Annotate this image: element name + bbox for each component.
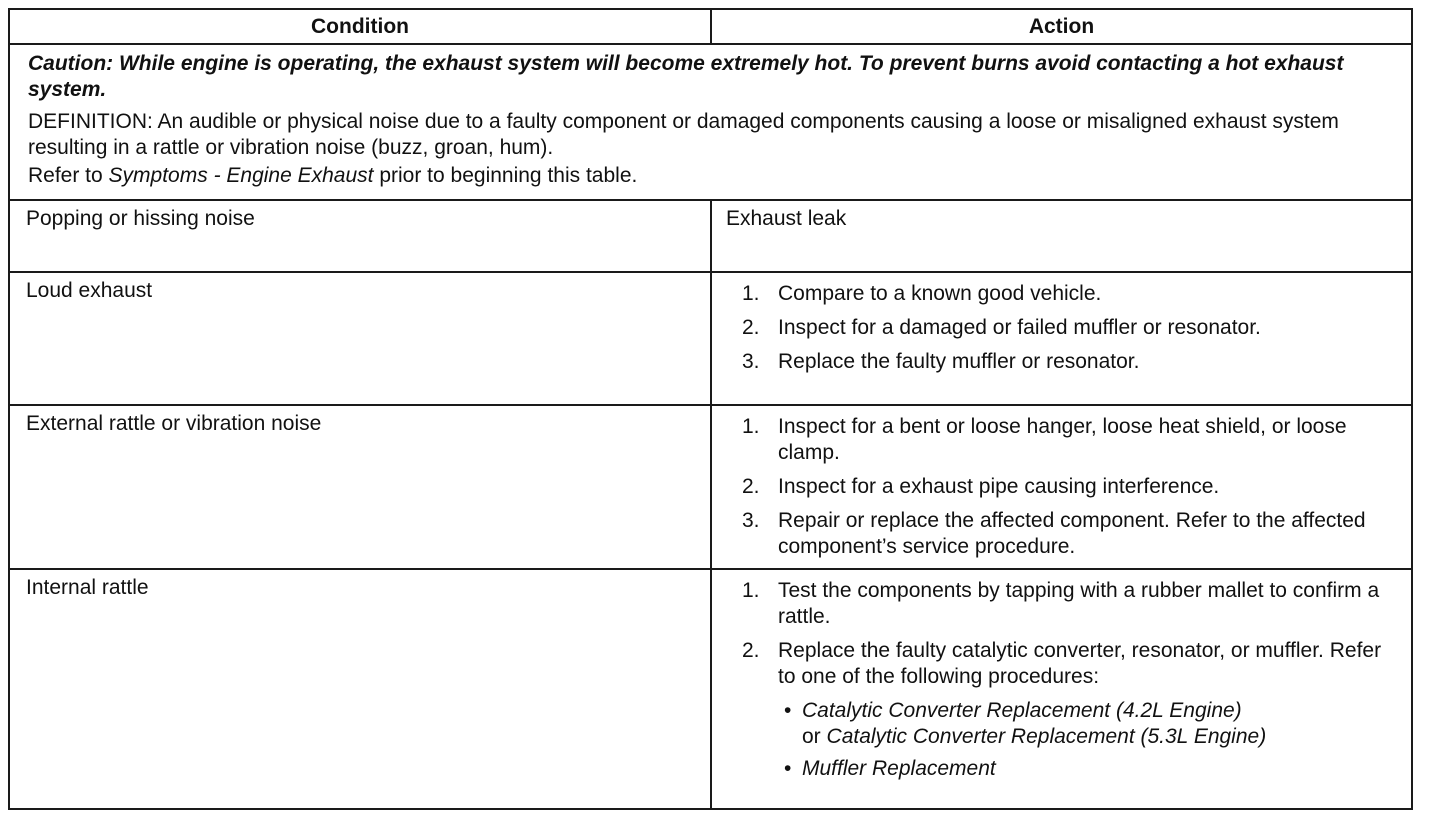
condition-text: Popping or hissing noise [26,207,255,230]
step-number: 1. [742,282,760,305]
action-cell [712,273,1411,404]
caution-note: Caution: While engine is operating, the exhaust system will become extremely hot. To prevent burns avoid contacting a hot exhaust system. [28,52,1344,101]
action-step [742,349,1389,375]
condition-text: Internal rattle [26,576,149,599]
condition-cell [10,570,712,808]
step-number: 1. [742,579,760,602]
step-number: 1. [742,415,760,438]
procedure-bullet [778,698,1389,750]
table-row [10,570,1411,808]
condition-cell [10,273,712,404]
step-text: Replace the faulty muffler or resonator. [778,350,1140,373]
step-text: Replace the faulty catalytic converter, resonator, or muffler. Refer to one of the following procedures: [778,639,1382,688]
refer-suffix: prior to beginning this table. [373,164,638,187]
action-step [742,508,1389,560]
condition-text: External rattle or vibration noise [26,412,322,435]
refer-note [28,163,1401,189]
procedure-link[interactable]: Muffler Replacement [802,757,996,780]
step-number: 3. [742,509,760,532]
procedure-link[interactable]: Catalytic Converter Replacement (4.2L Engine) [802,699,1242,722]
step-number: 2. [742,475,760,498]
action-steps [742,578,1389,788]
procedure-bullet [778,756,1389,782]
column-header-action: Action [1028,14,1095,38]
step-text: Compare to a known good vehicle. [778,282,1102,305]
action-cell [712,406,1411,568]
step-text: Repair or replace the affected component. Refer to the affected component’s service procedure. [778,509,1366,558]
bullet-dot: • [784,699,792,722]
step-number: 2. [742,639,760,662]
procedure-link[interactable]: Catalytic Converter Replacement (5.3L Engine) [826,725,1267,748]
table-row [10,273,1411,406]
step-text: Inspect for a bent or loose hanger, loose heat shield, or loose clamp. [778,415,1347,464]
bullet-text [802,698,1389,750]
table-row [10,406,1411,570]
column-header-condition: Condition [10,10,712,43]
action-step [742,281,1389,307]
diagnostic-table [8,8,1413,810]
table-header-row [10,10,1411,45]
action-step [742,315,1389,341]
action-step [742,474,1389,500]
table-row [10,201,1411,273]
action-steps [742,414,1389,568]
bullet-dot: • [784,757,792,780]
action-step [742,414,1389,466]
action-cell [712,570,1411,808]
action-step [742,638,1389,690]
action-steps [742,281,1389,383]
step-text: Test the components by tapping with a rubber mallet to confirm a rattle. [778,579,1380,628]
action-text: Exhaust leak [726,207,847,230]
step-number: 3. [742,350,760,373]
action-cell [712,201,1411,271]
condition-cell [10,201,712,271]
bullet-or: or [802,725,821,748]
condition-cell [10,406,712,568]
definition-note: DEFINITION: An audible or physical noise due to a faulty component or damaged components causing a loose or misaligned exhaust system resulting in a rattle or vibration noise (buzz, groan, hum). [28,110,1339,159]
refer-link[interactable]: Symptoms - Engine Exhaust [108,164,374,187]
condition-text: Loud exhaust [26,279,153,302]
action-step [742,578,1389,630]
step-number: 2. [742,316,760,339]
step-text: Inspect for a damaged or failed muffler or resonator. [778,316,1261,339]
notes-row [10,45,1411,201]
step-text: Inspect for a exhaust pipe causing interference. [778,475,1220,498]
refer-prefix: Refer to [28,164,109,187]
